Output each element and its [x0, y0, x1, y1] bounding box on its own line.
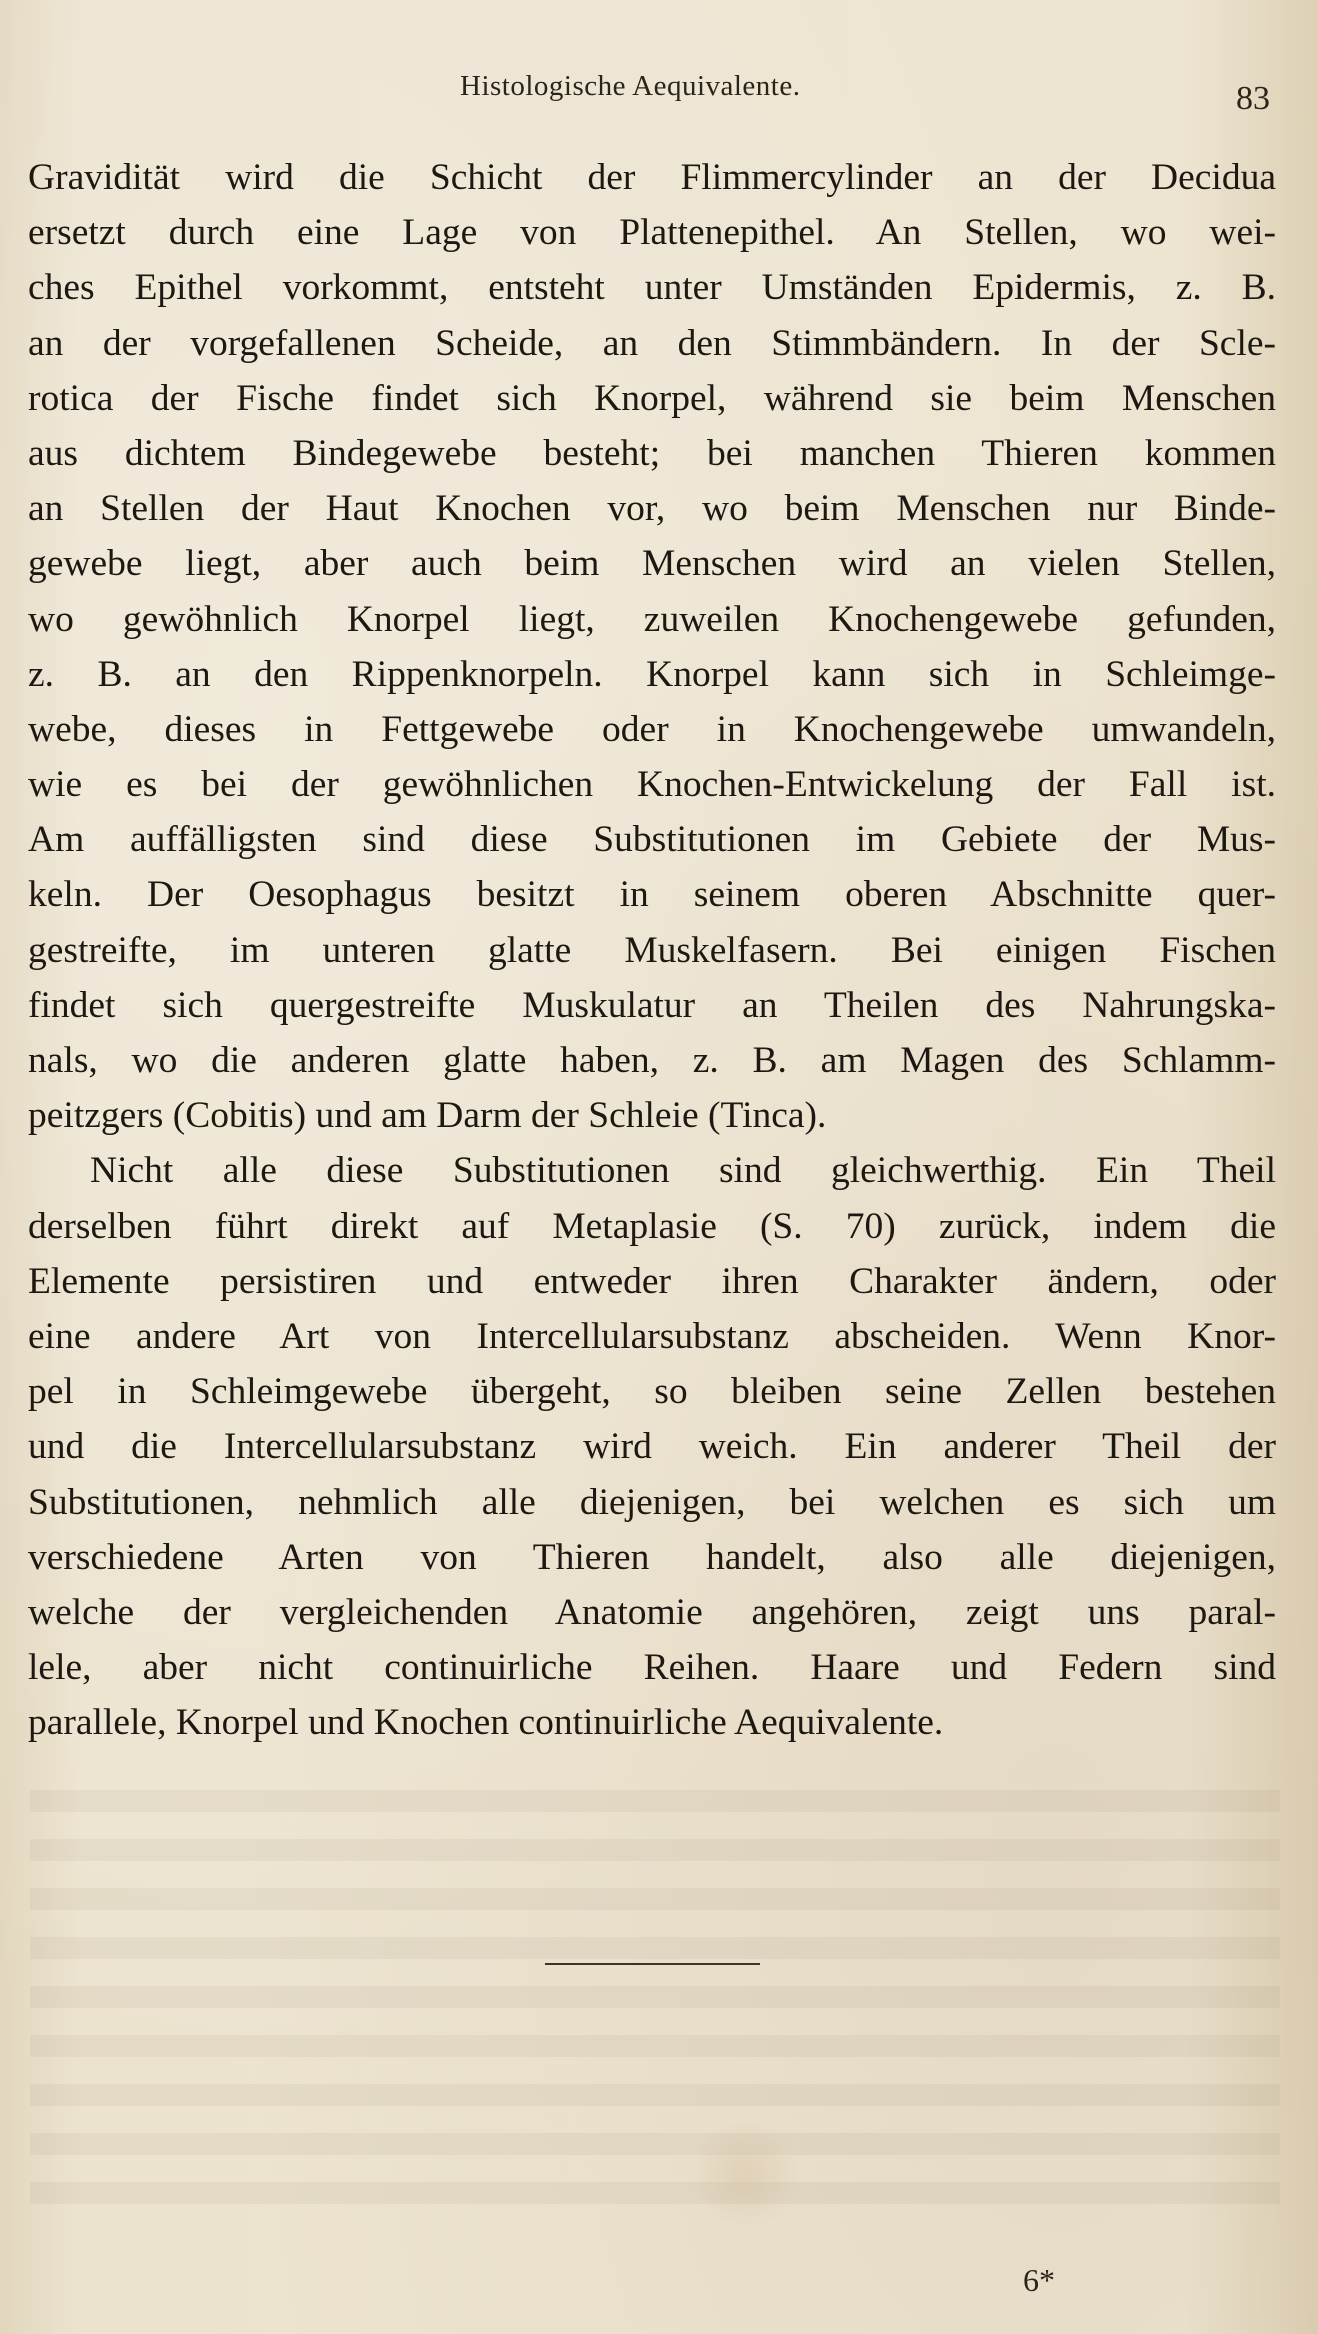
text-line: findet sich quergestreifte Muskulatur an Theilen des Nahrungska- [28, 984, 1276, 1026]
text-line: an Stellen der Haut Knochen vor, wo beim Menschen nur Binde- [28, 488, 1276, 530]
text-line: pel in Schleimgewebe übergeht, so bleiben seine Zellen bestehen [28, 1371, 1276, 1413]
text-line: aus dichtem Bindegewebe besteht; bei manchen Thieren kommen [28, 432, 1276, 474]
body-text [28, 150, 1276, 1750]
text-line: wie es bei der gewöhnlichen Knochen-Entwickelung der Fall ist. [28, 764, 1276, 806]
text-line: Substitutionen, nehmlich alle diejenigen, bei welchen es sich um [28, 1481, 1276, 1523]
page-number: 83 [1236, 80, 1270, 117]
page-header [0, 70, 1318, 117]
text-line: lele, aber nicht continuirliche Reihen. Haare und Federn sind [28, 1647, 1276, 1689]
text-line: Nicht alle diese Substitutionen sind gleichwerthig. Ein Theil [90, 1150, 1276, 1192]
text-line: peitzgers (Cobitis) und am Darm der Schleie (Tinca). [28, 1095, 827, 1137]
text-line: keln. Der Oesophagus besitzt in seinem oberen Abschnitte quer- [28, 874, 1276, 916]
text-line: an der vorgefallenen Scheide, an den Stimmbändern. In der Scle- [28, 322, 1276, 364]
text-line: parallele, Knorpel und Knochen continuirliche Aequivalente. [28, 1702, 944, 1744]
paragraph-2 [28, 1143, 1276, 1750]
text-line: gestreifte, im unteren glatte Muskelfasern. Bei einigen Fischen [28, 929, 1276, 971]
text-line: welche der vergleichenden Anatomie angehören, zeigt uns paral- [28, 1591, 1276, 1633]
text-line: ersetzt durch eine Lage von Plattenepithel. An Stellen, wo wei- [28, 212, 1276, 254]
text-line: verschiedene Arten von Thieren handelt, also alle diejenigen, [28, 1536, 1276, 1578]
text-line: rotica der Fische findet sich Knorpel, während sie beim Menschen [28, 377, 1276, 419]
text-line: gewebe liegt, aber auch beim Menschen wird an vielen Stellen, [28, 543, 1276, 585]
text-line: z. B. an den Rippenknorpeln. Knorpel kann sich in Schleimge- [28, 653, 1276, 695]
text-line: und die Intercellularsubstanz wird weich. Ein anderer Theil der [28, 1426, 1276, 1468]
running-head: Histologische Aequivalente. [460, 70, 801, 102]
text-line: ches Epithel vorkommt, entsteht unter Umständen Epidermis, z. B. [28, 267, 1276, 309]
paper-stain [690, 2120, 800, 2230]
text-line: derselben führt direkt auf Metaplasie (S. 70) zurück, indem die [28, 1205, 1276, 1247]
show-through-texture [30, 1790, 1280, 2210]
text-line: Gravidität wird die Schicht der Flimmercylinder an der Decidua [28, 157, 1276, 198]
signature-mark: 6* [1023, 2262, 1055, 2298]
text-line: eine andere Art von Intercellularsubstanz abscheiden. Wenn Knor- [28, 1315, 1276, 1357]
paragraph-1 [28, 150, 1276, 1143]
text-line: webe, dieses in Fettgewebe oder in Knochengewebe umwandeln, [28, 708, 1276, 750]
text-line: Elemente persistiren und entweder ihren Charakter ändern, oder [28, 1260, 1276, 1302]
section-rule [545, 1963, 760, 1965]
text-line: wo gewöhnlich Knorpel liegt, zuweilen Knochengewebe gefunden, [28, 598, 1276, 640]
text-line: Am auffälligsten sind diese Substitutionen im Gebiete der Mus- [28, 819, 1276, 861]
text-line: nals, wo die anderen glatte haben, z. B. am Magen des Schlamm- [28, 1040, 1276, 1081]
